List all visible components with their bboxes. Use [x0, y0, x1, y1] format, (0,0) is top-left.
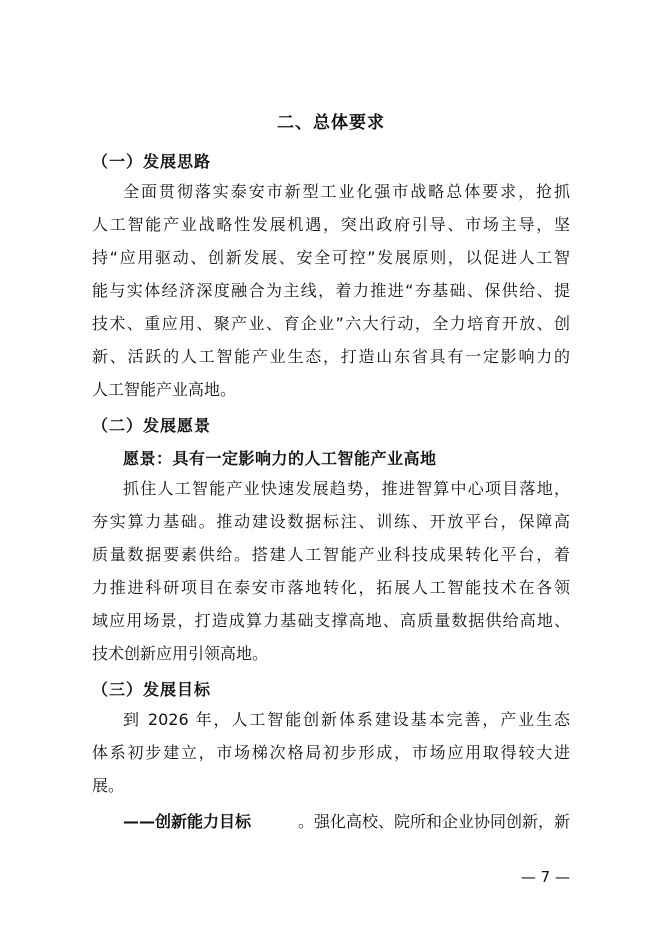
innovation-target-line — [123, 809, 570, 832]
subsection-heading-development-vision: （二）发展愿景 — [92, 416, 212, 435]
paragraph-line: 技术、重应用、聚产业、育企业”六大行动，全力培育开放、创 — [92, 314, 570, 333]
paragraph-line: 抓住人工智能产业快速发展趋势，推进智算中心项目落地， — [123, 479, 570, 498]
page-number: — 7 — — [520, 868, 570, 886]
paragraph-line: 展。 — [92, 776, 125, 795]
paragraph-line: 域应用场景，打造成算力基础支撑高地、高质量数据供给高地、 — [92, 611, 570, 630]
vision-statement: 愿景：具有一定影响力的人工智能产业高地 — [123, 449, 437, 468]
innovation-target-text: 。强化高校、院所和企业协同创新，新 — [297, 812, 570, 831]
paragraph-line: 技术创新应用引领高地。 — [92, 644, 269, 663]
paragraph-line: 能与实体经济深度融合为主线，着力推进“夯基础、保供给、提 — [92, 281, 570, 300]
paragraph-line: 持“应用驱动、创新发展、安全可控”发展原则，以促进人工智 — [92, 248, 570, 267]
paragraph-line: 人工智能产业高地。 — [92, 380, 237, 399]
paragraph-line: 质量数据要素供给。搭建人工智能产业科技成果转化平台，着 — [92, 545, 570, 564]
paragraph-line: 全面贯彻落实泰安市新型工业化强市战略总体要求，抢抓 — [123, 182, 570, 201]
paragraph-line: 体系初步建立，市场梯次格局初步形成，市场应用取得较大进 — [92, 743, 570, 762]
paragraph-line: 力推进科研项目在泰安市落地转化，拓展人工智能技术在各领 — [92, 578, 570, 597]
paragraph-line: 到 2026 年，人工智能创新体系建设基本完善，产业生态 — [123, 710, 570, 729]
subsection-heading-development-idea: （一）发展思路 — [92, 152, 212, 171]
section-title: 二、总体要求 — [277, 113, 385, 133]
paragraph-line: 新、活跃的人工智能产业生态，打造山东省具有一定影响力的 — [92, 347, 570, 366]
subsection-heading-development-goals: （三）发展目标 — [92, 680, 212, 699]
innovation-target-label: ——创新能力目标 — [123, 812, 252, 831]
paragraph-line: 夯实算力基础。推动建设数据标注、训练、开放平台，保障高 — [92, 512, 570, 531]
paragraph-line: 人工智能产业战略性发展机遇，突出政府引导、市场主导，坚 — [92, 215, 570, 234]
